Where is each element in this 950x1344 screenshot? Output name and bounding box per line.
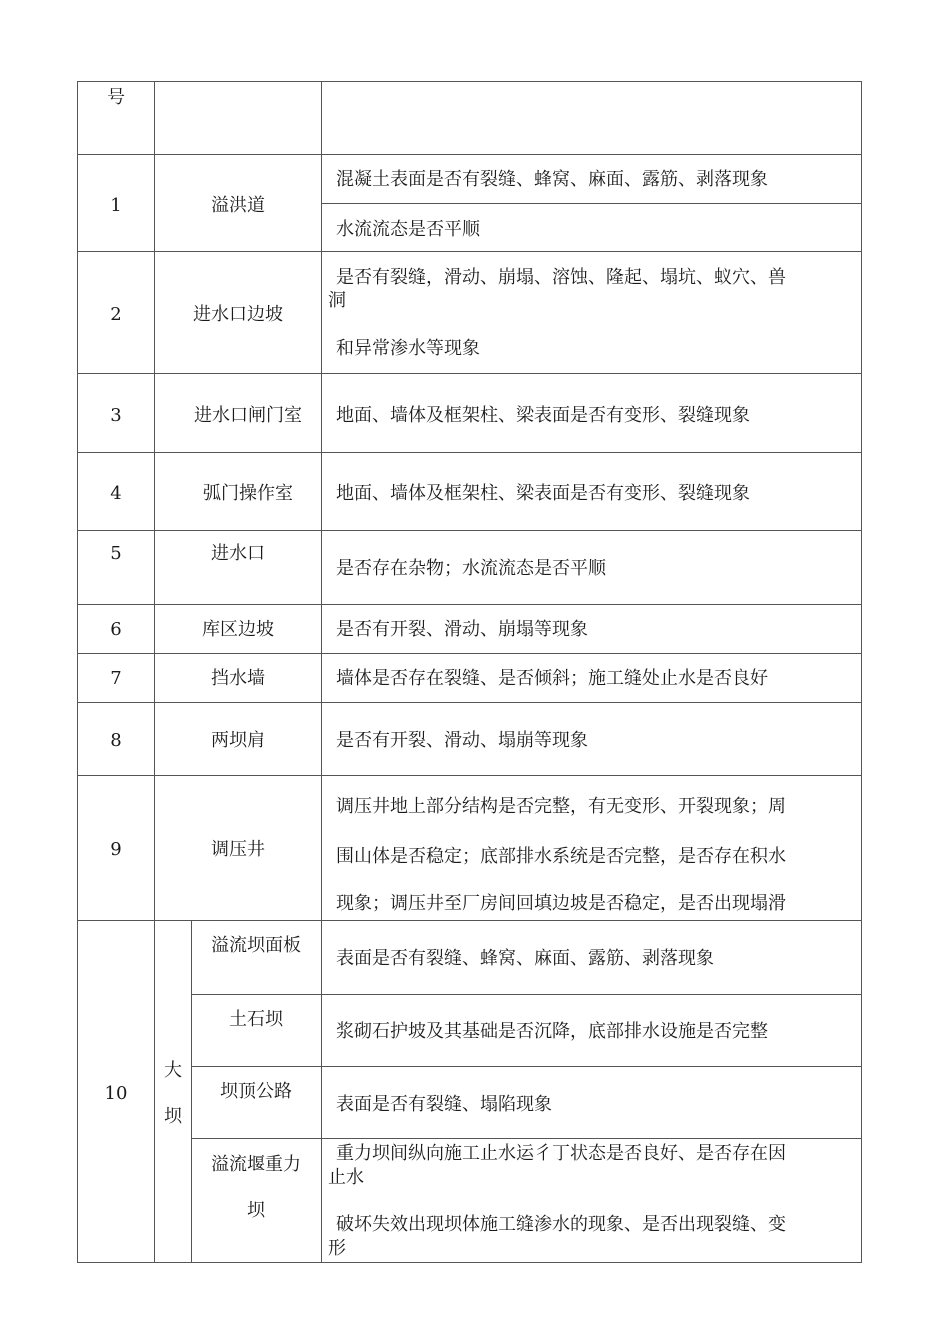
row-line <box>77 452 862 453</box>
row-line <box>77 775 862 776</box>
row-number: 10 <box>104 1083 128 1104</box>
row-number: 8 <box>110 730 122 751</box>
row-part: 挡水墙 <box>211 668 265 689</box>
subrow-line <box>321 203 862 204</box>
row-item: 调压井地上部分结构是否完整，有无变形、开裂现象；周 <box>336 796 786 817</box>
row-number: 7 <box>110 668 122 689</box>
group-label: 大 <box>164 1060 182 1081</box>
row-part: 库区边坡 <box>202 619 274 640</box>
row-item: 现象；调压井至厂房间回填边坡是否稳定，是否出现塌滑 <box>336 893 786 914</box>
subrow-item: 形 <box>328 1238 346 1259</box>
row-item: 是否有裂缝，滑动、崩塌、溶蚀、隆起、塌坑、蚁穴、兽 <box>336 267 786 288</box>
row-part: 进水口 <box>211 543 265 564</box>
row-item: 混凝土表面是否有裂缝、蜂窝、麻面、露筋、剥落现象 <box>336 169 768 190</box>
row-item: 是否有开裂、滑动、塌崩等现象 <box>336 730 588 751</box>
row-item: 水流流态是否平顺 <box>336 219 480 240</box>
row-part: 进水口闸门室 <box>194 405 302 426</box>
subrow-line <box>191 1066 862 1067</box>
row-item: 是否存在杂物；水流流态是否平顺 <box>336 558 606 579</box>
row-number: 3 <box>110 405 122 426</box>
row-part: 弧门操作室 <box>203 483 293 504</box>
subrow-part: 溢流坝面板 <box>211 935 301 956</box>
col-divider-part <box>321 81 322 1263</box>
subrow-part: 坝顶公路 <box>220 1081 292 1102</box>
header-no-label: 号 <box>107 87 125 108</box>
subrow-part: 土石坝 <box>229 1009 283 1030</box>
row-item: 和异常渗水等现象 <box>336 338 480 359</box>
row-number: 1 <box>110 195 122 216</box>
row-line <box>77 604 862 605</box>
row-item: 墙体是否存在裂缝、是否倾斜；施工缝处止水是否良好 <box>336 668 768 689</box>
subrow-part: 溢流堰重力 <box>211 1154 301 1175</box>
row-part: 调压井 <box>211 839 265 860</box>
row-part: 溢洪道 <box>211 195 265 216</box>
row-item: 洞 <box>328 290 346 311</box>
row-number: 6 <box>110 619 122 640</box>
row-line <box>77 530 862 531</box>
row-number: 2 <box>110 304 122 325</box>
row-part: 两坝肩 <box>211 730 265 751</box>
subrow-line <box>191 1138 862 1139</box>
row-line <box>77 373 862 374</box>
row-part: 进水口边坡 <box>193 304 283 325</box>
row-line <box>77 154 862 155</box>
subrow-part: 坝 <box>247 1200 265 1221</box>
row-item: 围山体是否稳定；底部排水系统是否完整，是否存在积水 <box>336 846 786 867</box>
row-line <box>77 1262 862 1263</box>
row-number: 9 <box>110 839 122 860</box>
subrow-item: 重力坝间纵向施工止水运彳丁状态是否良好、是否存在因 <box>336 1143 786 1164</box>
subrow-item: 止水 <box>328 1167 364 1188</box>
group-label: 坝 <box>164 1106 182 1127</box>
row-number: 4 <box>110 483 122 504</box>
row-line <box>77 920 862 921</box>
row-number: 5 <box>110 543 122 564</box>
row-line <box>77 702 862 703</box>
subrow-item: 破坏失效出现坝体施工缝渗水的现象、是否出现裂缝、变 <box>336 1214 786 1235</box>
row-line <box>77 251 862 252</box>
row-line <box>77 653 862 654</box>
row-line <box>77 81 862 82</box>
subrow-line <box>191 994 862 995</box>
row-item: 是否有开裂、滑动、崩塌等现象 <box>336 619 588 640</box>
subrow-item: 表面是否有裂缝、塌陷现象 <box>336 1094 552 1115</box>
row-item: 地面、墙体及框架柱、梁表面是否有变形、裂缝现象 <box>336 483 750 504</box>
row-item: 地面、墙体及框架柱、梁表面是否有变形、裂缝现象 <box>336 405 750 426</box>
subrow-item: 浆砌石护坡及其基础是否沉降，底部排水设施是否完整 <box>336 1021 768 1042</box>
subrow-item: 表面是否有裂缝、蜂窝、麻面、露筋、剥落现象 <box>336 948 714 969</box>
table-border-right <box>861 81 862 1263</box>
